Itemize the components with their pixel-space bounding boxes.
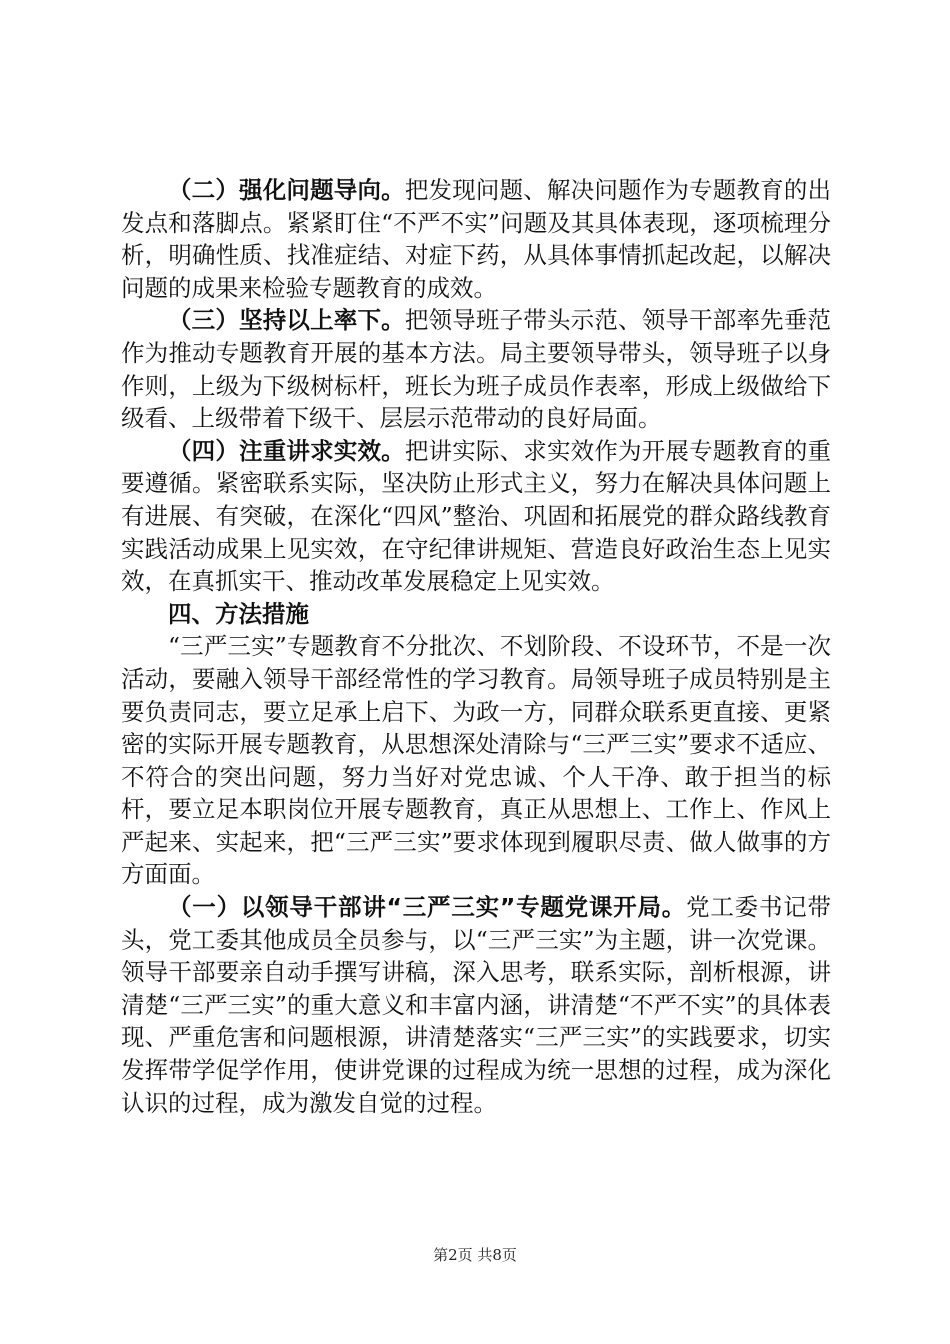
section-heading-methods: [121, 598, 831, 631]
paragraph-practical-results: [121, 435, 831, 598]
paragraph-heading: （一）以领导干部讲“三严三实”专题党课开局。: [168, 893, 687, 922]
paragraph-text: 把领导班子带头示范、领导干部率先垂范作为推动专题教育开展的基本方法。局主要领导带头，领导班子以身作则，上级为下级树标杆，班长为班子成员作表率，形成上级做给下级看、上级带着下级干、层层示范带动的良好局面。: [121, 306, 832, 433]
page-number: 第2页 共8页: [433, 1246, 517, 1264]
paragraph-party-lecture: [121, 891, 831, 1119]
paragraph-heading: （四）注重讲求实效。: [168, 436, 405, 465]
paragraph-text: 把讲实际、求实效作为开展专题教育的重要遵循。紧密联系实际，坚决防止形式主义，努力在解决具体问题上有进展、有突破，在深化“四风”整治、巩固和拓展党的群众路线教育实践活动成果上见实效，在守纪律讲规矩、营造良好政治生态上见实效，在真抓实干、推动改革发展稳定上见实效。: [121, 436, 832, 596]
section-heading: 四、方法措施: [168, 599, 309, 628]
paragraph-lead-by-example: [121, 304, 831, 434]
paragraph-heading: （二）强化问题导向。: [168, 176, 405, 204]
paragraph-heading: （三）坚持以上率下。: [168, 306, 405, 335]
document-body: [121, 174, 831, 1119]
paragraph-text: 党工委书记带头，党工委其他成员全员参与，以“三严三实”为主题，讲一次党课。领导干部要亲自动手撰写讲稿，深入思考，联系实际，剖析根源，讲清楚“三严三实”的重大意义和丰富内涵，讲清楚“不严不实”的具体表现、严重危害和问题根源，讲清楚落实“三严三实”的实践要求，切实发挥带学促学作用，使讲党课的过程成为统一思想的过程，成为深化认识的过程，成为激发自觉的过程。: [121, 893, 832, 1117]
page-footer: [0, 1244, 950, 1265]
paragraph-text: 把发现问题、解决问题作为专题教育的出发点和落脚点。紧紧盯住“不严不实”问题及其具体表现，逐项梳理分析，明确性质、找准症结、对症下药，从具体事情抓起改起，以解决问题的成果来检验专题教育的成效。: [121, 176, 832, 302]
paragraph-problem-orientation: [121, 174, 831, 304]
paragraph-text: “三严三实”专题教育不分批次、不划阶段、不设环节，不是一次活动，要融入领导干部经常性的学习教育。局领导班子成员特别是主要负责同志，要立足承上启下、为政一方，同群众联系更直接、更紧密的实际开展专题教育，从思想深处清除与“三严三实”要求不适应、不符合的突出问题，努力当好对党忠诚、个人干净、敢于担当的标杆，要立足本职岗位开展专题教育，真正从思想上、工作上、作风上严起来、实起来，把“三严三实”要求体现到履职尽责、做人做事的方方面面。: [121, 632, 831, 889]
paragraph-methods-intro: [121, 630, 831, 891]
